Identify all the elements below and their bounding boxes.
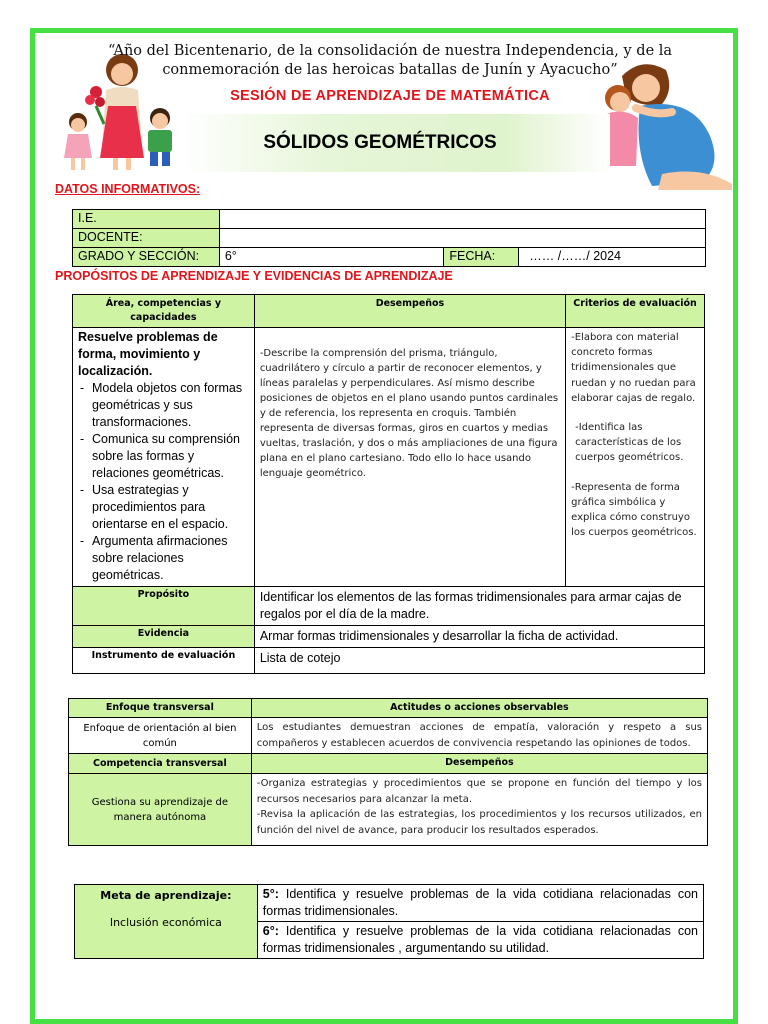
competencia-transversal-name: Gestiona su aprendizaje de manera autónoma [69,774,252,846]
grado-value: 6° [219,248,444,267]
meta-table [74,884,704,959]
table-row [69,699,708,718]
instrumento-value: Lista de cotejo [254,648,704,674]
enfoque-name: Enfoque de orientación al bien común [69,718,252,754]
col-desempenos-transversal: Desempeños [251,754,707,774]
list-item: - Modela objetos con formas geométricas y sus transformaciones. [78,380,249,431]
col-desempenos: Desempeños [254,295,565,328]
list-item: - Argumenta afirmaciones sobre relaciones geométricas. [78,533,249,584]
table-row [69,774,708,846]
criterios-cell [566,328,705,587]
capacidades-list [78,380,249,584]
list-item: - Comunica su comprensión sobre las formas y relaciones geométricas. [78,431,249,482]
ie-label: I.E. [73,210,220,229]
criterio-item: -Elabora con material concreto formas tridimensionales que ruedan y no ruedan para elaborar cajas de regalo. [571,332,696,404]
table-row [69,754,708,774]
evidencia-value: Armar formas tridimensionales y desarrollar la ficha de actividad. [254,626,704,648]
table-row [73,587,705,626]
col-actitudes: Actitudes o acciones observables [251,699,707,718]
desempeno-transversal-1: -Organiza estrategias y procedimientos que se propone en función del tiempo y los recursos necesarios para alcanzar la meta. [256,778,702,805]
meta-label-cell [75,885,258,959]
desempenos-transversal-cell [251,774,707,846]
docente-value [219,229,705,248]
instrumento-label: Instrumento de evaluación [73,648,255,674]
datos-heading: DATOS INFORMATIVOS: [55,182,201,196]
table-row [73,626,705,648]
grado-label: GRADO Y SECCIÓN: [73,248,220,267]
table-row [73,229,706,248]
docente-label: DOCENTE: [73,229,220,248]
meta-grade5 [257,885,703,922]
datos-table [72,209,706,267]
grade6-text: Identifica y resuelve problemas de la vida cotidiana relacionadas con formas tridimensionales , argumentando su utilidad. [262,924,698,955]
col-enfoque: Enfoque transversal [69,699,252,718]
desempeno-transversal-2: -Revisa la aplicación de las estrategias, los procedimientos y los recursos utilizados, en función del nivel de avance, para producir los resultados esperados. [256,809,702,836]
proposito-label: Propósito [73,587,255,626]
actitudes-text: Los estudiantes demuestran acciones de empatía, valoración y respeto a sus compañeros y establecen acuerdos de convivencia respetando las opiniones de todos. [251,718,707,754]
fecha-label: FECHA: [444,248,519,267]
criterio-item: -Identifica las características de los cuerpos geométricos. [575,422,684,464]
list-item: - Usa estrategias y procedimientos para orientarse en el espacio. [78,482,249,533]
table-row [73,295,705,328]
table-row [73,328,705,587]
fecha-value: …… /……/ 2024 [519,248,706,267]
table-row [73,648,705,674]
grade5-label: 5°: [262,887,279,901]
grade6-label: 6°: [262,924,279,938]
col-area: Área, competencias y capacidades [73,295,255,328]
criterio-item: -Representa de forma gráfica simbólica y explica cómo construyo los cuerpos geométricos. [571,481,697,539]
competencia-name: Resuelve problemas de forma, movimiento y localización. [78,330,218,378]
col-criterios: Criterios de evaluación [566,295,705,328]
meta-sublabel: Inclusión económica [109,916,222,929]
propositos-heading: PROPÓSITOS DE APRENDIZAJE Y EVIDENCIAS DE APRENDIZAJE [55,269,453,283]
table-row [73,210,706,229]
evidencia-label: Evidencia [73,626,255,648]
proposito-value: Identificar los elementos de las formas tridimensionales para armar cajas de regalos por el día de la madre. [254,587,704,626]
ie-value [219,210,705,229]
topic-title: SÓLIDOS GEOMÉTRICOS [263,132,497,153]
table-row [73,248,706,267]
header-quote: “Año del Bicentenario, de la consolidación de nuestra Independencia, y de la conmemoración de las heroicas batallas de Junín y Ayacucho” [107,43,673,78]
session-title: SESIÓN DE APRENDIZAJE DE MATEMÁTICA [230,88,550,104]
meta-grade6 [257,922,703,959]
table-row [69,718,708,754]
table-row [75,885,704,922]
col-competencia: Competencia transversal [69,754,252,774]
competencia-cell [73,328,255,587]
meta-label: Meta de aprendizaje: [100,889,232,902]
propositos-table [72,294,705,674]
desempeno-cell: -Describe la comprensión del prisma, triángulo, cuadrilátero y círculo a partir de reconocer elementos, y líneas paralelas y perpendiculares. Así mismo describe posiciones de objetos en el plano usando puntos cardinales y de referencia, los representa en croquis. También representa de diversas formas, giros en cuartos y medias vueltas, traslación, y dos o más ampliaciones de una figura plana en el plano cartesiano. Todo ello lo hace usando lenguaje geométrico. [254,328,565,587]
enfoque-table [68,698,708,846]
grade5-text: Identifica y resuelve problemas de la vida cotidiana relacionadas con formas tridimensionales. [262,887,698,918]
